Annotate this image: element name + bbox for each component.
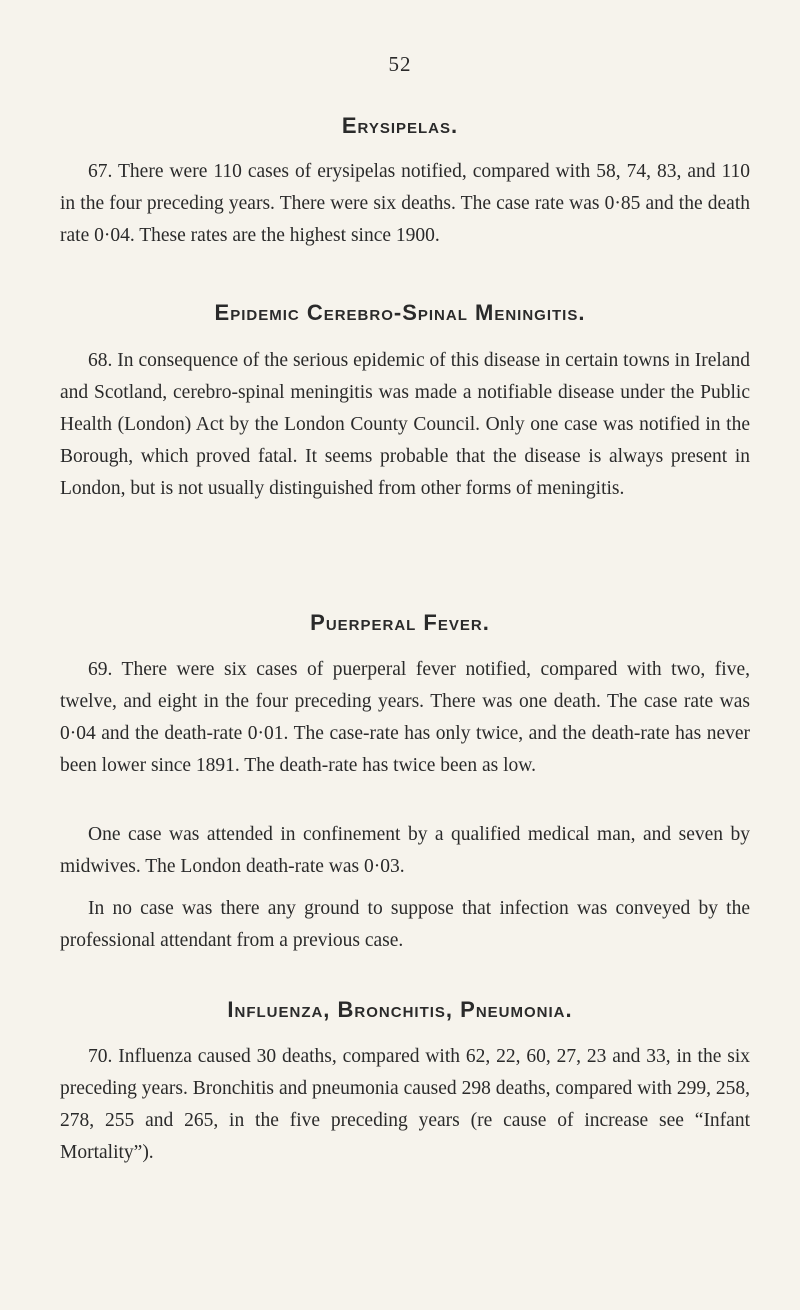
section-heading-influenza: Influenza, Bronchitis, Pneumonia. — [227, 997, 573, 1022]
page-number: 52 — [388, 52, 412, 76]
section-heading-erysipelas: Erysipelas. — [341, 113, 459, 138]
paragraph-69-infection: In no case was there any ground to suppose that infection was conveyed by the professional attendant from a previous case. — [60, 898, 750, 951]
paragraph-67: 67. There were 110 cases of erysipelas notified, compared with 58, 74, 83, and 110 in the four preceding years. There were six deaths. The case rate was 0·85 and the death rate 0·04. These rates are the highest since 1900. — [60, 161, 750, 246]
paragraph-68: 68. In consequence of the serious epidemic of this disease in certain towns in Ireland and Scotland, cerebro-spinal meningitis was made a notifiable disease under the Public Health (London) Act by the London County Council. Only one case was notified in the Borough, which proved fatal. It seems probable that the disease is always present in London, but is not usually distinguished from other forms of meningitis. — [60, 350, 750, 499]
paragraph-70: 70. Influenza caused 30 deaths, compared with 62, 22, 60, 27, 23 and 33, in the six preceding years. Bronchitis and pneumonia caused 298 deaths, compared with 299, 258, 278, 255 and 265, in the five preceding years (re cause of increase see “Infant Mortality”). — [60, 1046, 750, 1163]
paragraph-69-confinement: One case was attended in confinement by a qualified medical man, and seven by midwives. The London death-rate was 0·03. — [60, 824, 750, 877]
section-heading-meningitis: Epidemic Cerebro-Spinal Meningitis. — [214, 300, 586, 325]
section-heading-puerperal-fever: Puerperal Fever. — [310, 610, 490, 635]
paragraph-69: 69. There were six cases of puerperal fever notified, compared with two, five, twelve, and eight in the four preceding years. There was one death. The case rate was 0·04 and the death-rate 0·01. The case-rate has only twice, and the death-rate has never been lower since 1891. The death-rate has twice been as low. — [60, 659, 750, 776]
